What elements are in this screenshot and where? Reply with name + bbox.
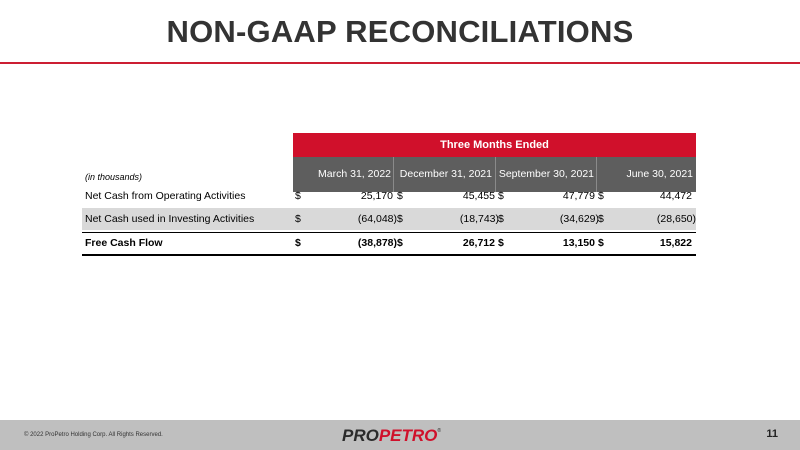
row-label: Net Cash used in Investing Activities — [85, 213, 255, 225]
dollar-sign: $ — [598, 213, 604, 225]
column-header: December 31, 2021 — [399, 168, 492, 180]
cell-value: 13,150 — [562, 237, 595, 249]
page-number: 11 — [766, 428, 778, 440]
logo-pro-text: PRO — [342, 426, 379, 445]
dollar-sign: $ — [295, 213, 301, 225]
cell-value: 15,822 — [659, 237, 692, 249]
column-header: June 30, 2021 — [626, 168, 693, 180]
cell-value: 25,170 — [360, 190, 393, 202]
dollar-sign: $ — [498, 237, 504, 249]
footer-bar — [0, 420, 800, 450]
title-underline — [0, 62, 800, 64]
table-row — [82, 185, 696, 207]
dollar-sign: $ — [598, 190, 604, 202]
cell-value: (38,878) — [357, 237, 397, 249]
copyright-text: © 2022 ProPetro Holding Corp. All Rights Reserved. — [24, 432, 163, 438]
table-row — [82, 232, 696, 254]
cell-value: (64,048) — [357, 213, 397, 225]
row-label: Free Cash Flow — [85, 237, 163, 249]
company-logo — [340, 425, 460, 445]
dollar-sign: $ — [397, 190, 403, 202]
dollar-sign: $ — [397, 237, 403, 249]
cell-value: 44,472 — [659, 190, 692, 202]
cell-value: 45,455 — [462, 190, 495, 202]
period-banner: Three Months Ended — [293, 133, 696, 157]
page-title: NON-GAAP RECONCILIATIONS — [166, 14, 634, 49]
logo-registered-mark: ® — [437, 428, 442, 434]
dollar-sign: $ — [295, 190, 301, 202]
column-header: September 30, 2021 — [498, 168, 594, 180]
cell-value: (34,629) — [559, 213, 599, 225]
total-rule-bottom — [82, 254, 696, 256]
cell-value: (28,650) — [656, 213, 696, 225]
cell-value: (18,743) — [459, 213, 499, 225]
logo-petro-text: PETRO — [378, 426, 438, 445]
cell-value: 26,712 — [462, 237, 495, 249]
svg-text:PROPETRO® — [342, 426, 441, 445]
dollar-sign: $ — [598, 237, 604, 249]
dollar-sign: $ — [397, 213, 403, 225]
cell-value: 47,779 — [562, 190, 595, 202]
units-note: (in thousands) — [85, 172, 143, 182]
dollar-sign: $ — [295, 237, 301, 249]
table-row — [82, 208, 696, 230]
dollar-sign: $ — [498, 190, 504, 202]
dollar-sign: $ — [498, 213, 504, 225]
row-label: Net Cash from Operating Activities — [85, 190, 246, 202]
column-header: March 31, 2022 — [318, 168, 391, 180]
